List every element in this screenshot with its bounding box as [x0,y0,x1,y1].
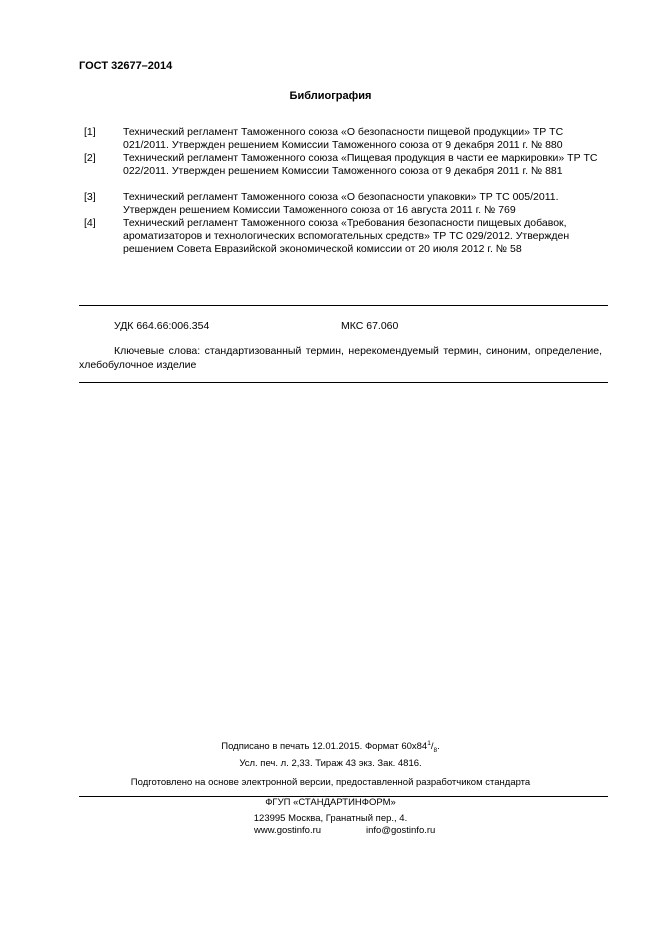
signed-for-print-suffix: . [437,741,440,753]
prepared-note: Подготовлено на основе электронной версии, предоставленной разработчиком стандарта [130,777,531,788]
bibliography-entry-number: [3] [84,191,96,203]
format-numerator: 1 [427,740,431,747]
bibliography-entry-text: Технический регламент Таможенного союза «О безопасности упаковки» ТР ТС 005/2011. Утвержден решением Комиссии Таможенного союза от 16 августа 2011 г. № 769 [123,191,559,216]
bibliography-entry-text: Технический регламент Таможенного союза «О безопасности пищевой продукции» ТР ТС 021/2011. Утвержден решением Комиссии Таможенного союза от 9 декабря 2011 г. № 880 [123,126,564,151]
bibliography-title: Библиография [289,90,372,102]
document-code: ГОСТ 32677–2014 [79,60,173,72]
publisher-address: 123995 Москва, Гранатный пер., 4. [253,813,408,824]
signed-for-print-text: Подписано в печать 12.01.2015. Формат 60х84 [221,741,428,753]
publisher-name: ФГУП «СТАНДАРТИНФОРМ» [265,797,396,808]
bibliography-entry-text: Технический регламент Таможенного союза «Пищевая продукция в части ее маркировки» ТР ТС 022/2011. Утвержден решением Комиссии Таможенного союза от 9 декабря 2011 г. № 881 [123,152,598,177]
publisher-email[interactable]: info@gostinfo.ru [366,825,436,836]
print-info: Усл. печ. л. 2,33. Тираж 43 экз. Зак. 4816. [239,758,422,769]
bottom-rule [79,382,608,383]
top-rule [79,305,608,306]
bibliography-entry-number: [4] [84,217,96,229]
publisher-website[interactable]: www.gostinfo.ru [254,825,322,836]
format-denominator: 8 [433,747,438,755]
keywords: Ключевые слова: стандартизованный термин, нерекомендуемый термин, синоним, определение, хлебобулочное изделие [79,345,602,371]
udk-code: УДК 664.66:006.354 [114,320,210,332]
bibliography-entry-text: Технический регламент Таможенного союза «Требования безопасности пищевых добавок, ароматизаторов и технологических вспомогательных средств» ТР ТС 029/2012. Утвержден решением Совета Евразийской экономической комиссии от 20 июля 2012 г. № 58 [123,217,570,255]
mks-code: МКС 67.060 [341,320,399,332]
bibliography-entry-number: [1] [84,126,96,138]
bibliography-entry-number: [2] [84,152,96,164]
signed-for-print: Подписано в печать 12.01.2015. Формат $60х84^1/_8$. [221,740,440,755]
